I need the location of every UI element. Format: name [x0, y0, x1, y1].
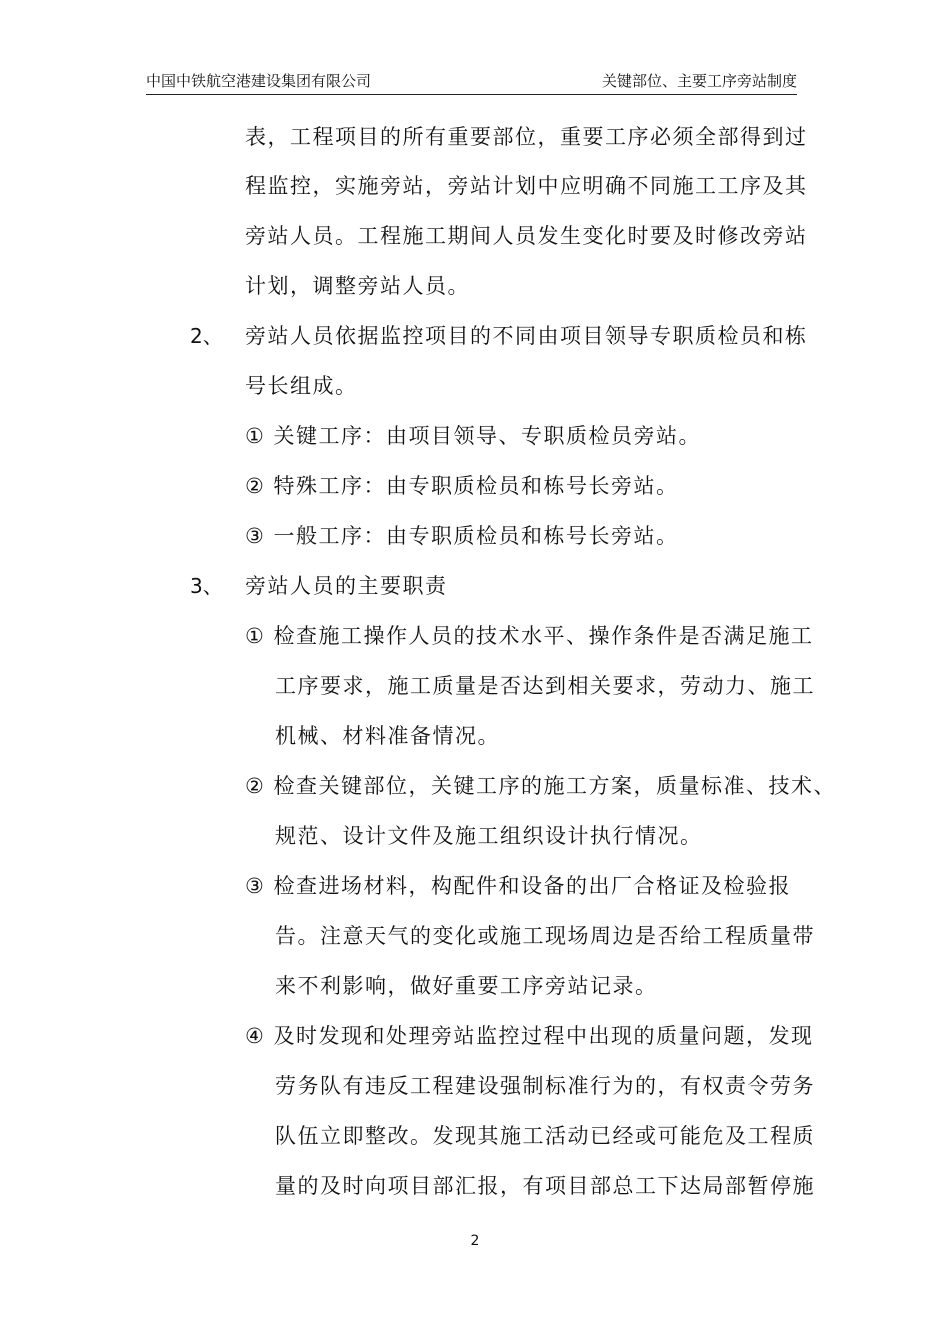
body-line: 号长组成。	[245, 374, 358, 398]
duty-line: ③ 检查进场材料，构配件和设备的出厂合格证及检验报	[245, 874, 791, 898]
body-line: 程监控，实施旁站，旁站计划中应明确不同施工工序及其	[245, 174, 808, 198]
page-number: 2	[470, 1233, 480, 1249]
duty-line: ④ 及时发现和处理旁站监控过程中出现的质量问题，发现	[245, 1024, 814, 1048]
body-line: 表，工程项目的所有重要部位，重要工序必须全部得到过	[245, 125, 808, 149]
duty-line: ① 检查施工操作人员的技术水平、操作条件是否满足施工	[245, 624, 814, 648]
duty-line: 机械、材料准备情况。	[275, 724, 500, 748]
header-document-title: 关键部位、主要工序旁站制度	[601, 72, 797, 90]
body-line: 旁站人员依据监控项目的不同由项目领导专职质检员和栋	[245, 324, 808, 348]
body-line: 计划，调整旁站人员。	[245, 274, 470, 298]
duty-line: 规范、设计文件及施工组织设计执行情况。	[275, 824, 703, 848]
list-number: 2、	[190, 324, 223, 348]
duty-line: ② 检查关键部位，关键工序的施工方案，质量标准、技术、	[245, 774, 836, 798]
duty-line: 队伍立即整改。发现其施工活动已经或可能危及工程质	[275, 1124, 815, 1148]
duty-line: 量的及时向项目部汇报，有项目部总工下达局部暂停施	[275, 1174, 815, 1198]
duty-line: 告。注意天气的变化或施工现场周边是否给工程质量带	[275, 924, 815, 948]
duty-line: 劳务队有违反工程建设强制标准行为的，有权责令劳务	[275, 1074, 815, 1098]
sub-item: ③ 一般工序：由专职质检员和栋号长旁站。	[245, 524, 679, 548]
sub-item: ② 特殊工序：由专职质检员和栋号长旁站。	[245, 474, 679, 498]
sub-item: ① 关键工序：由项目领导、专职质检员旁站。	[245, 424, 701, 448]
section-title: 旁站人员的主要职责	[245, 574, 448, 598]
list-number: 3、	[190, 574, 223, 598]
header-company-name: 中国中铁航空港建设集团有限公司	[146, 72, 372, 90]
page-header	[146, 64, 797, 95]
duty-line: 工序要求，施工质量是否达到相关要求，劳动力、施工	[275, 674, 815, 698]
duty-line: 来不利影响，做好重要工序旁站记录。	[275, 974, 658, 998]
body-line: 旁站人员。工程施工期间人员发生变化时要及时修改旁站	[245, 224, 808, 248]
